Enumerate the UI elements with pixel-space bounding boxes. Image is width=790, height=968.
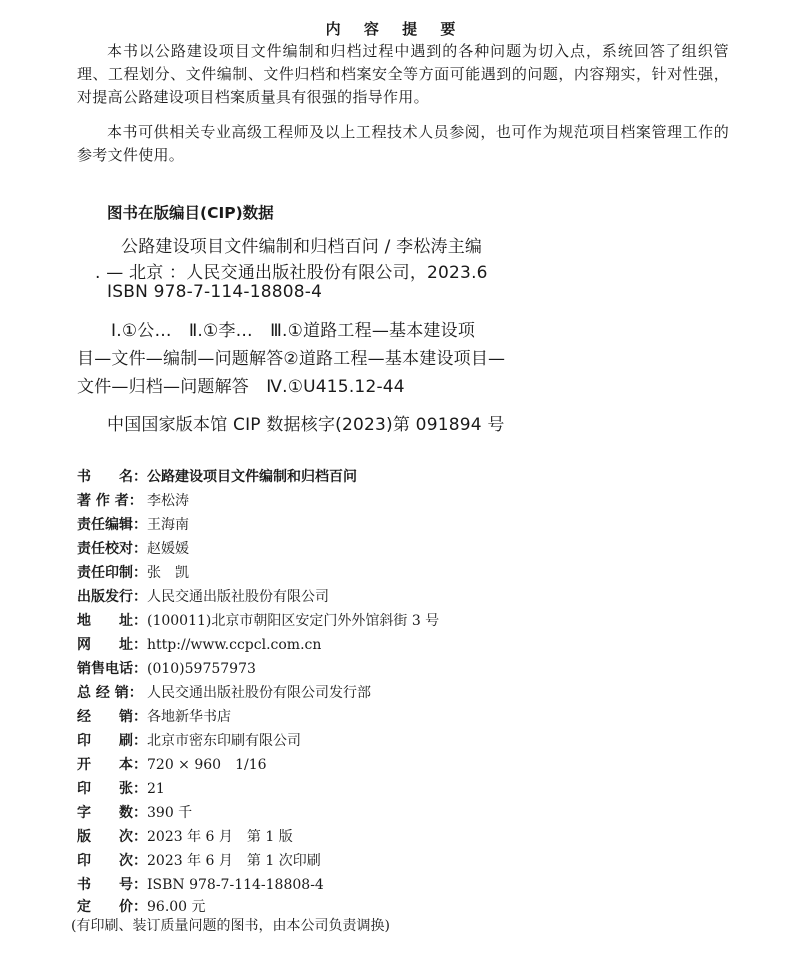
cip-subject-line-2: 目—文件—编制—问题解答②道路工程—基本建设项目— <box>77 349 506 369</box>
info-value: 各地新华书店 <box>147 709 231 725</box>
info-value: 2023 年 6 月 第 1 版 <box>147 829 293 845</box>
info-row-website <box>77 634 321 656</box>
info-row-sales-phone <box>77 658 256 680</box>
cip-publisher-line: . — 北京 ：人民交通出版社股份有限公司，2023.6 <box>95 263 488 283</box>
info-row-impression <box>77 850 321 872</box>
info-label: 印 次： <box>77 853 147 869</box>
cip-subject-line-3: 文件—归档—问题解答 Ⅳ.①U415.12-44 <box>77 377 405 397</box>
cip-isbn-line: ISBN 978-7-114-18808-4 <box>107 282 323 302</box>
summary-paragraph-2: 本书可供相关专业高级工程师及以上工程技术人员参阅，也可作为规范项目档案管理工作的参考文件使用。 <box>77 123 729 164</box>
info-label: 印 张： <box>77 781 147 797</box>
info-row-printer <box>77 730 301 752</box>
info-label: 网 址： <box>77 637 147 653</box>
info-value: (100011)北京市朝阳区安定门外外馆斜街 3 号 <box>147 613 440 629</box>
info-value: (010)59757973 <box>147 661 256 677</box>
info-value: 390 千 <box>147 805 193 821</box>
info-value: 赵媛媛 <box>147 541 189 557</box>
info-label: 出版发行： <box>77 589 147 605</box>
info-value: 2023 年 6 月 第 1 次印刷 <box>147 853 321 869</box>
info-row-print-manager <box>77 562 189 584</box>
info-value: 王海南 <box>147 517 189 533</box>
info-value: 人民交通出版社股份有限公司发行部 <box>147 685 371 701</box>
info-value: 北京市密东印刷有限公司 <box>147 733 301 749</box>
info-label: 定 价： <box>77 899 147 915</box>
info-label: 著 作 者： <box>77 493 143 509</box>
info-value: 公路建设项目文件编制和归档百问 <box>147 469 357 485</box>
info-value: 张 凯 <box>147 565 189 581</box>
summary-paragraph-1: 本书以公路建设项目文件编制和归档过程中遇到的各种问题为切入点，系统回答了组织管理、工程划分、文件编制、文件归档和档案安全等方面可能遇到的问题，内容翔实，针对性强，对提高公路建设项目档案质量具有很强的指导作用。 <box>77 42 729 106</box>
info-label: 经 销： <box>77 709 147 725</box>
info-value: http://www.ccpcl.com.cn <box>147 637 322 653</box>
info-label: 字 数： <box>77 805 147 821</box>
info-label: 开 本： <box>77 757 147 773</box>
cip-subject-line-1: Ⅰ.①公… Ⅱ.①李… Ⅲ.①道路工程—基本建设项 <box>111 321 476 341</box>
info-row-word-count <box>77 802 192 824</box>
info-row-distributor <box>77 706 231 728</box>
info-value: 李松涛 <box>147 493 189 509</box>
quality-note: (有印刷、装订质量问题的图书，由本公司负责调换) <box>71 918 390 934</box>
cip-title-line: 公路建设项目文件编制和归档百问 / 李松涛主编 <box>121 237 483 257</box>
info-row-isbn <box>77 874 324 896</box>
info-value: 21 <box>147 781 165 797</box>
info-row-format <box>77 754 267 776</box>
info-row-editor <box>77 514 189 536</box>
info-row-proofreader <box>77 538 189 560</box>
info-row-edition <box>77 826 293 848</box>
info-value: 96.00 元 <box>147 899 206 915</box>
info-label: 版 次： <box>77 829 147 845</box>
info-value: 人民交通出版社股份有限公司 <box>147 589 329 605</box>
info-value: 720 × 960 1/16 <box>147 757 267 773</box>
info-row-address <box>77 610 439 632</box>
info-row-publisher <box>77 586 329 608</box>
info-label: 地 址： <box>77 613 147 629</box>
info-row-author <box>77 490 189 512</box>
info-row-sheets <box>77 778 165 800</box>
info-label: 责任编辑： <box>77 517 147 533</box>
cip-heading: 图书在版编目(CIP)数据 <box>107 204 274 222</box>
info-label: 书 名： <box>77 469 147 485</box>
info-row-general-distributor <box>77 682 371 704</box>
summary-heading: 内 容 提 要 <box>325 20 465 38</box>
info-label: 总 经 销： <box>77 685 143 701</box>
info-value: ISBN 978-7-114-18808-4 <box>147 877 324 893</box>
info-label: 印 刷： <box>77 733 147 749</box>
cip-verification-line: 中国国家版本馆 CIP 数据核字(2023)第 091894 号 <box>107 415 505 435</box>
info-label: 责任印制： <box>77 565 147 581</box>
info-label: 责任校对： <box>77 541 147 557</box>
info-label: 书 号： <box>77 877 147 893</box>
info-label: 销售电话： <box>77 661 147 677</box>
info-row-title <box>77 466 357 488</box>
